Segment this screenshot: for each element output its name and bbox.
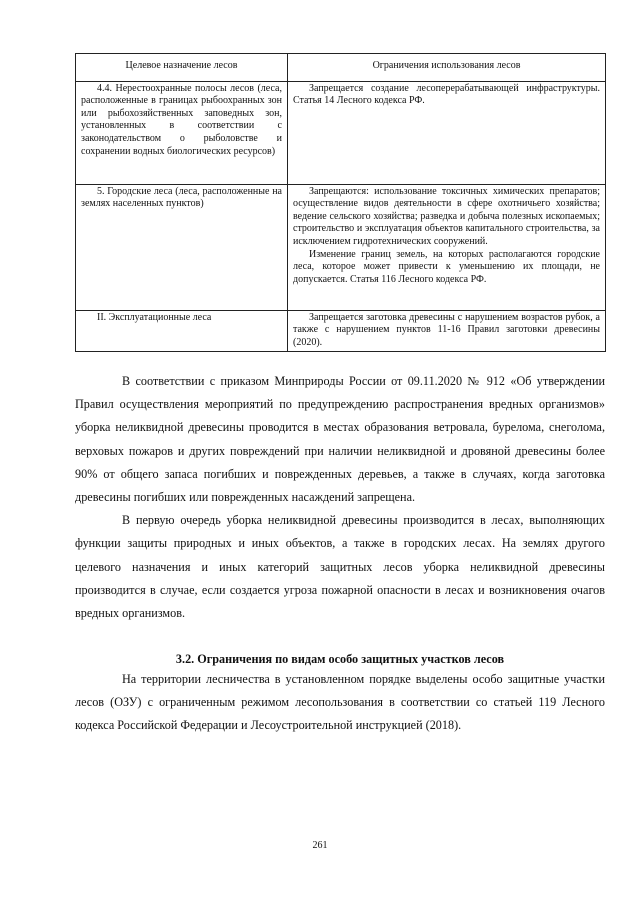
purpose-text: II. Эксплуатационные леса: [97, 311, 212, 323]
section-heading: 3.2. Ограничения по видам особо защитных участков лесов: [175, 652, 505, 666]
cell-restrictions: [288, 81, 606, 184]
restriction-text: Запрещается заготовка древесины с нарушением возрастов рубок, а также с нарушением пунктов 11-16 Правил заготовки древесины (2020).: [293, 311, 600, 348]
paragraph: В соответствии с приказом Минприроды России от 09.11.2020 № 912 «Об утверждении Правил осуществления мероприятий по предупреждению распространения вредных организмов» уборка неликвидной древесины проводится в местах образования ветровала, бурелома, снеголома, верховых пожаров и других повреждений при наличии неликвидной и дровяной древесины более 90% от общего запаса погибших и поврежденных деревьев, а также в случаях, когда заготовка древесины погибших или поврежденных насаждений запрещена.: [75, 374, 605, 505]
table-row: [76, 184, 606, 310]
cell-restrictions: [288, 184, 606, 310]
table-header-row: [76, 54, 606, 82]
purpose-text: 5. Городские леса (леса, расположенные на землях населенных пунктов): [81, 185, 282, 210]
cell-purpose: [76, 310, 288, 352]
page-number: 261: [312, 840, 328, 851]
cell-purpose: [76, 81, 288, 184]
section-body: [75, 668, 605, 738]
restriction-text: Изменение границ земель, на которых располагаются городские леса, которое может привести к уменьшению их площади, не допускается. Статья 116 Лесного кодекса РФ.: [293, 248, 600, 285]
restriction-text: Запрещаются: использование токсичных химических препаратов; осуществление видов деятельности в сфере охотничьего хозяйства; ведение сельского хозяйства; разведка и добыча полезных ископаемых; строительство и эксплуатация объектов капитального строительства, за исключением гидротехнических сооружений.: [293, 185, 600, 247]
table-row: [76, 81, 606, 184]
column-header-purpose: Целевое назначение лесов: [76, 54, 288, 82]
paragraph: На территории лесничества в установленном порядке выделены особо защитные участки лесов (ОЗУ) с ограниченным режимом лесопользования в соответствии со статьей 119 Лесного кодекса Российской Федерации и Лесоустроительной инструкцией (2018).: [75, 672, 605, 733]
cell-restrictions: [288, 310, 606, 352]
cell-purpose: [76, 184, 288, 310]
forest-restrictions-table: [75, 53, 606, 352]
column-header-restrictions: Ограничения использования лесов: [288, 54, 606, 82]
purpose-text: 4.4. Нерестоохранные полосы лесов (леса, расположенные в границах рыбоохранных зон или рыбохозяйственных заповедных зон, установленных в соответствии с законодательством о рыболовстве и сохранении водных биологических ресурсов): [81, 82, 282, 157]
paragraph: В первую очередь уборка неликвидной древесины производится в лесах, выполняющих функции защиты природных и иных объектов, а также в городских лесах. На землях другого целевого назначения и иных категорий защитных лесов уборка неликвидной древесины производится в случае, если создается угроза пожарной опасности в лесах и возникновения очагов вредных организмов.: [75, 513, 605, 621]
body-text: [75, 370, 605, 625]
restriction-text: Запрещается создание лесоперерабатывающей инфраструктуры. Статья 14 Лесного кодекса РФ.: [293, 82, 600, 107]
table-row: [76, 310, 606, 352]
